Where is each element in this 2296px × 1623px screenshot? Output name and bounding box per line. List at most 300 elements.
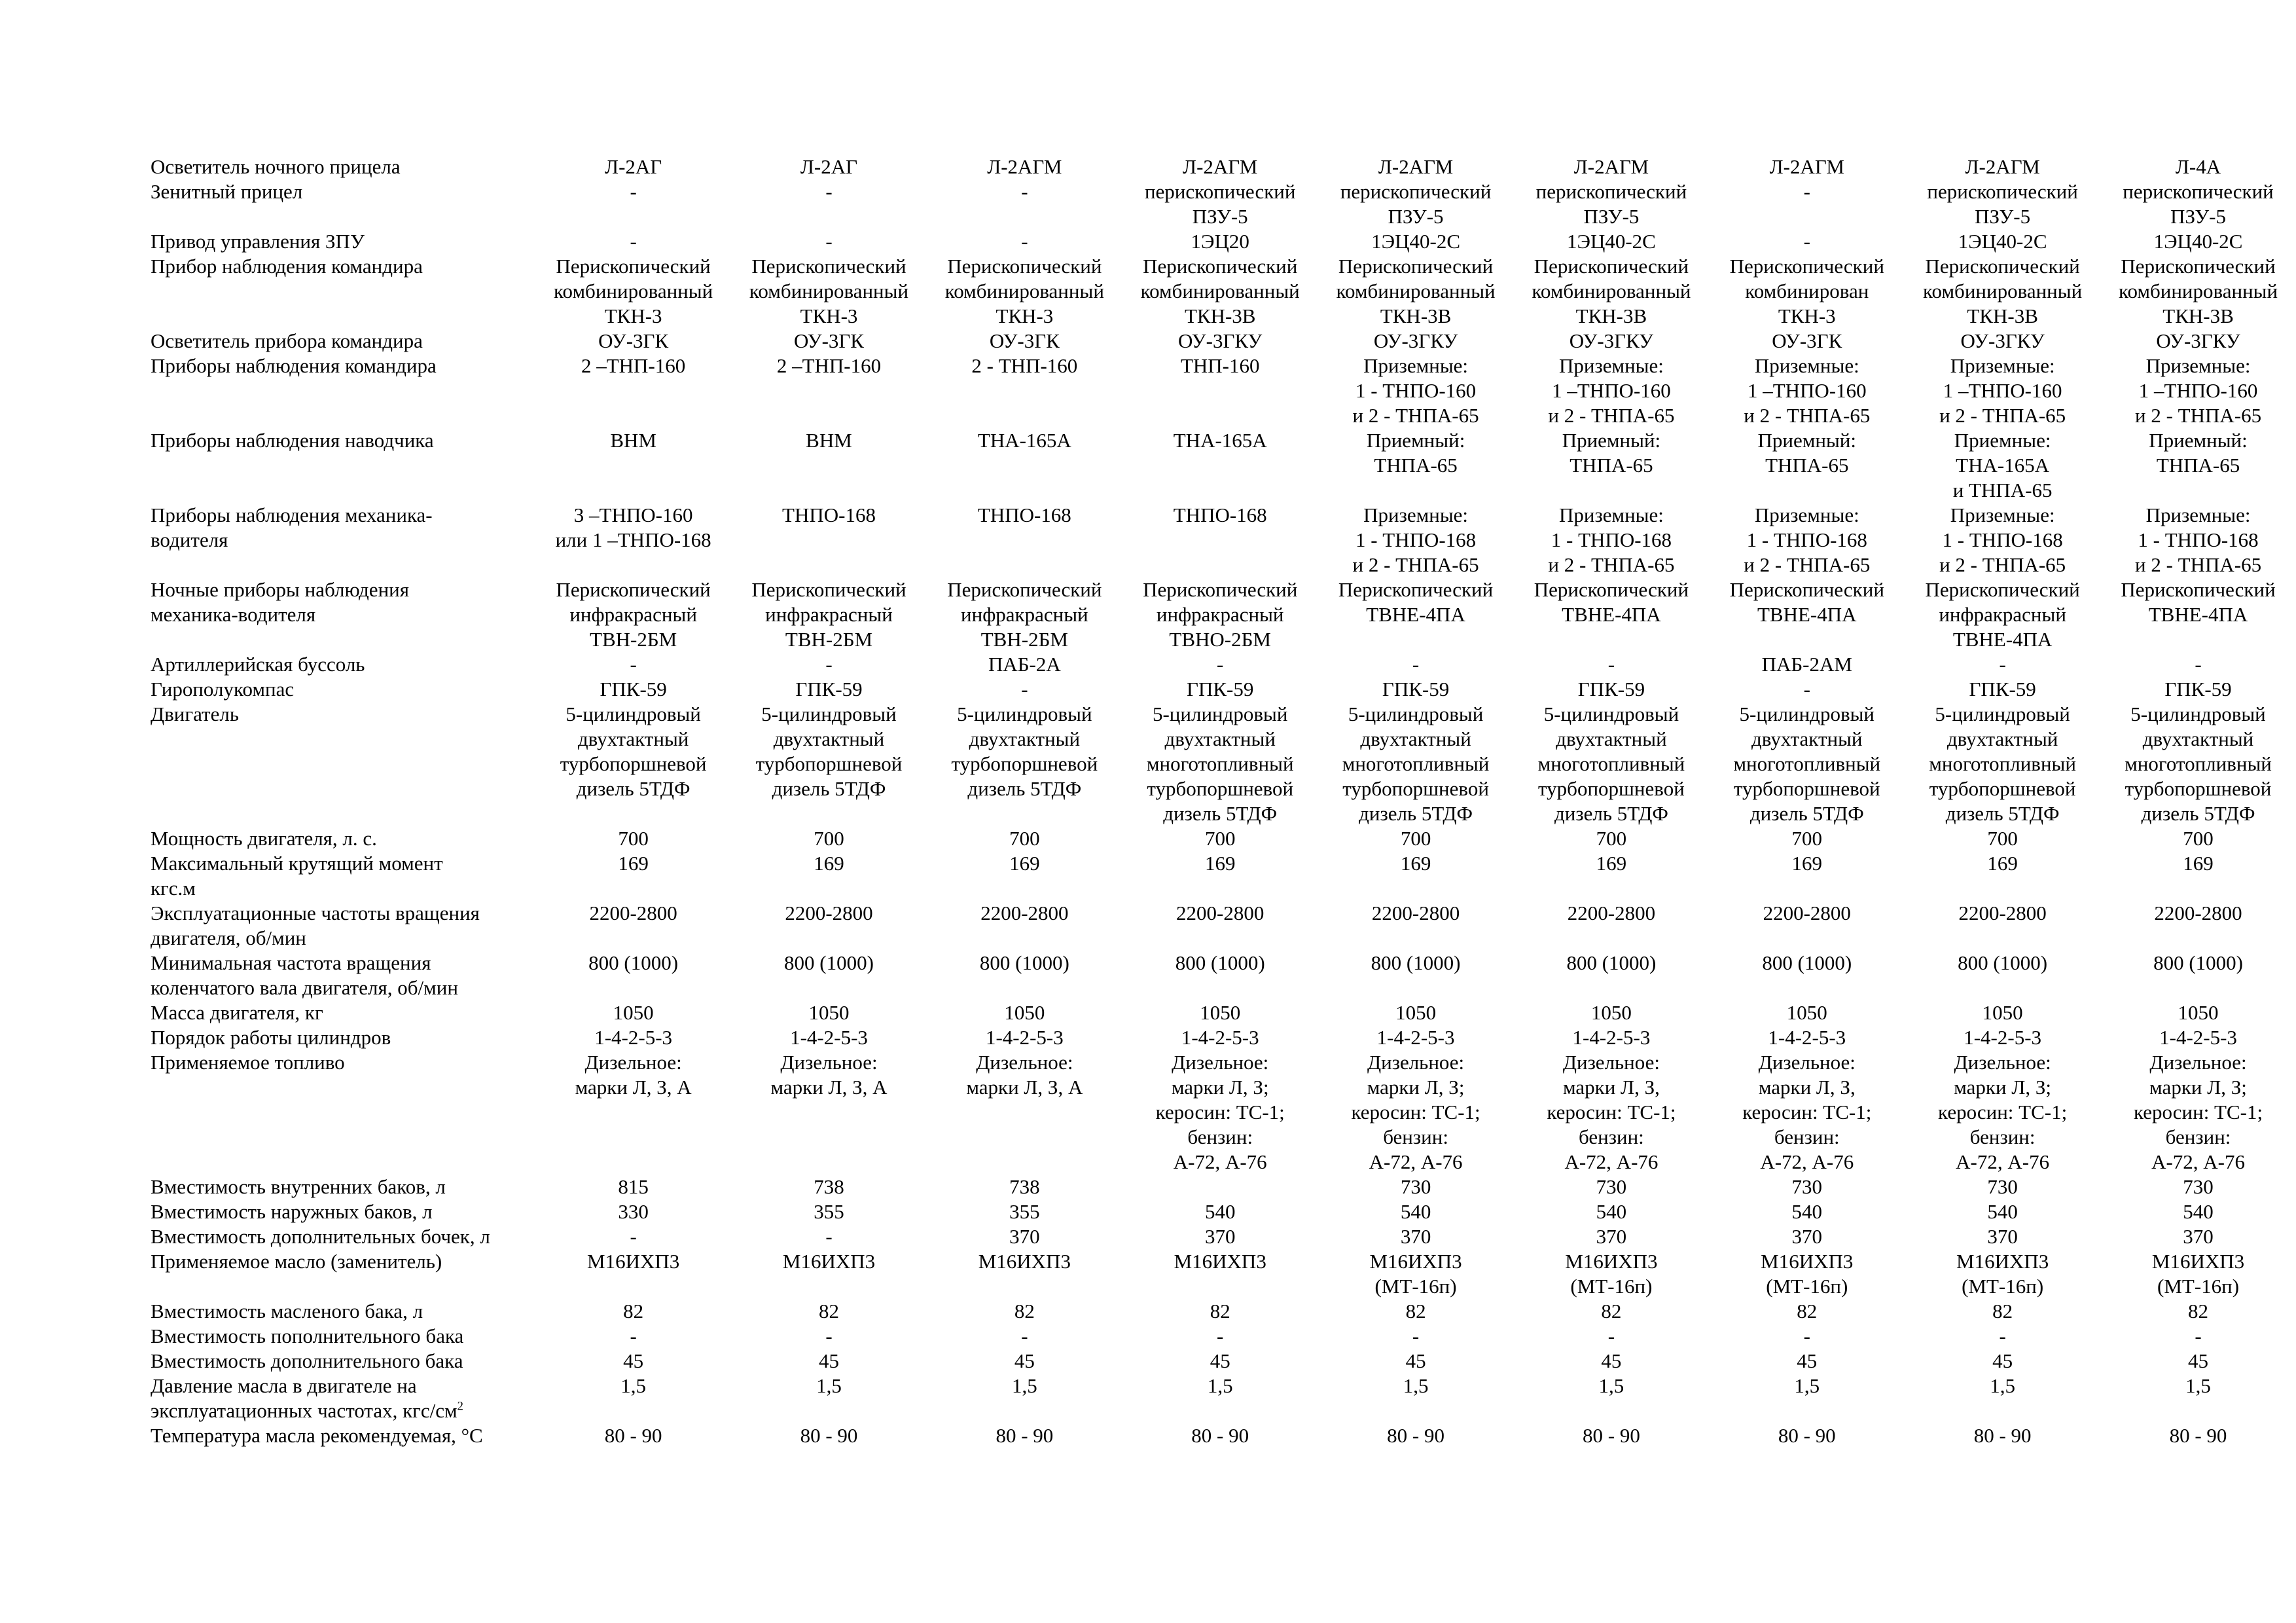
value-cell: 1-4-2-5-3 (1181, 1026, 1259, 1049)
parameter-label-text: Прибор наблюдения командира (151, 255, 423, 278)
value-cell: Перископический ТВНЕ-4ПА (1534, 578, 1689, 626)
value-cell: 730 (1400, 1175, 1431, 1198)
value-cell: 1,5 (1207, 1374, 1233, 1397)
table-row (151, 1175, 2296, 1199)
value-cell: ОУ-3ГКУ (2156, 329, 2240, 352)
parameter-label (151, 1324, 535, 1349)
value-cell: 169 (2183, 852, 2214, 875)
value-cell: 169 (1987, 852, 2018, 875)
value-cell: 1ЭЦ40-2С (1371, 230, 1460, 253)
value-cell: 169 (1596, 852, 1627, 875)
parameter-label (151, 577, 535, 652)
value-cell: ОУ-3ГКУ (1960, 329, 2045, 352)
parameter-label-text: Вместимость дополнительных бочек, л (151, 1225, 490, 1248)
value-cell: 2200-2800 (1176, 902, 1265, 924)
value-cell: ТНПО-168 (977, 503, 1071, 526)
value-cell: Перископический комбинированный ТКН-3 (944, 255, 1104, 327)
parameter-label-text: Приборы наблюдения командира (151, 354, 437, 377)
value-cell: Л-4А (2175, 155, 2221, 178)
value-cell: 730 (1791, 1175, 1823, 1198)
parameter-label-text: Зенитный прицел (151, 180, 303, 203)
parameter-label-text: Осветитель прибора командира (151, 329, 423, 352)
value-cell: ТНПО-168 (782, 503, 876, 526)
value-cell: 80 - 90 (1191, 1424, 1249, 1447)
value-cell: ПАБ-2А (988, 653, 1061, 676)
value-cell: М16ИХП3 (МТ-16п) (1565, 1250, 1658, 1298)
table-row (151, 577, 2296, 652)
table-row (151, 1423, 2296, 1448)
value-cell: 1,5 (620, 1374, 646, 1397)
value-cell: 700 (2183, 827, 2214, 850)
parameter-label-text: Вместимость масленого бака, л (151, 1300, 423, 1322)
value-cell: Перископический комбинированный ТКН-3 (749, 255, 909, 327)
value-cell: - (1803, 1324, 1810, 1347)
value-cell: 1-4-2-5-3 (1964, 1026, 2042, 1049)
value-cell: 800 (1000) (1762, 951, 1852, 974)
value-cell: Л-2АГМ (1183, 155, 1258, 178)
parameter-label (151, 1199, 535, 1224)
value-cell: Л-2АГМ (1769, 155, 1844, 178)
value-cell: Перископический комбинированный ТКН-3 (554, 255, 713, 327)
value-cell: 370 (1400, 1225, 1431, 1248)
value-cell: ГПК-59 (1577, 678, 1645, 701)
value-cell: 700 (618, 827, 649, 850)
parameter-label-text: Гирополукомпас (151, 678, 295, 701)
value-cell: 82 (623, 1300, 644, 1322)
value-cell: 1,5 (816, 1374, 842, 1397)
value-cell: 82 (1797, 1300, 1818, 1322)
value-cell: Дизельное: марки Л, З; керосин: ТС-1; бензин: А-72, А-76 (1155, 1051, 1285, 1173)
value-cell: 1050 (1200, 1001, 1241, 1024)
value-cell: 45 (1992, 1349, 2013, 1372)
value-cell: - (825, 180, 833, 203)
value-cell: 700 (1204, 827, 1236, 850)
value-cell: Приземные: 1 –ТНПО-160 и 2 - ТНПА-65 (1939, 354, 2066, 427)
value-cell: - (1412, 1324, 1420, 1347)
value-cell: 45 (1210, 1349, 1230, 1372)
value-cell: - (825, 653, 833, 676)
table-row (151, 1224, 2296, 1249)
value-cell: 45 (2188, 1349, 2209, 1372)
value-cell: 700 (1400, 827, 1431, 850)
value-cell: 330 (618, 1200, 649, 1223)
parameter-label-text: Приборы наблюдения наводчика (151, 429, 434, 452)
parameter-label-text: Вместимость внутренних баков, л (151, 1175, 446, 1198)
value-cell: ВНМ (610, 429, 656, 452)
value-cell: 5-цилиндровый двухтактный турбопоршневой дизель 5ТДФ (560, 702, 707, 800)
value-cell: ГПК-59 (1382, 678, 1450, 701)
value-cell: 730 (1987, 1175, 2018, 1198)
parameter-label-text: Привод управления ЗПУ (151, 230, 365, 253)
value-cell: Перископический инфракрасный ТВН-2БМ (947, 578, 1102, 651)
value-cell: Перископический ТВНЕ-4ПА (1338, 578, 1494, 626)
parameter-label (151, 1249, 535, 1299)
value-cell: Приземные: 1 –ТНПО-160 и 2 - ТНПА-65 (2134, 354, 2262, 427)
value-cell: 355 (1009, 1200, 1040, 1223)
value-cell: 5-цилиндровый двухтактный многотопливный турбопоршневой дизель 5ТДФ (1146, 702, 1294, 825)
value-cell: Перископический комбинированный ТКН-3В (1532, 255, 1691, 327)
value-cell: М16ИХП3 (782, 1250, 876, 1273)
value-cell: ГПК-59 (1187, 678, 1254, 701)
value-cell: 82 (2188, 1300, 2209, 1322)
value-cell: Приземные: 1 –ТНПО-160 и 2 - ТНПА-65 (1548, 354, 1675, 427)
value-cell: ТНПО-168 (1173, 503, 1267, 526)
value-cell: Дизельное: марки Л, З; керосин: ТС-1; бензин: А-72, А-76 (2133, 1051, 2263, 1173)
parameter-label (151, 1374, 535, 1423)
value-cell: ОУ-3ГК (1772, 329, 1842, 352)
table-row (151, 254, 2296, 329)
value-cell: Перископический комбинированный ТКН-3В (1336, 255, 1496, 327)
value-cell: Л-2АГМ (1573, 155, 1649, 178)
parameter-label-text: Мощность двигателя, л. с. (151, 827, 377, 850)
value-cell: ТНА-165А (977, 429, 1071, 452)
parameter-label (151, 503, 535, 577)
value-cell: 730 (2183, 1175, 2214, 1198)
value-cell: ОУ-3ГК (793, 329, 864, 352)
value-cell: 800 (1000) (1958, 951, 2048, 974)
value-cell: - (630, 180, 637, 203)
value-cell: ОУ-3ГКУ (1569, 329, 1654, 352)
value-cell: 700 (814, 827, 844, 850)
value-cell: 5-цилиндровый двухтактный турбопоршневой дизель 5ТДФ (951, 702, 1098, 800)
value-cell: 700 (1009, 827, 1040, 850)
parameter-label (151, 951, 535, 1000)
value-cell: Дизельное: марки Л, З, керосин: ТС-1; бензин: А-72, А-76 (1742, 1051, 1872, 1173)
value-cell: 5-цилиндровый двухтактный многотопливный турбопоршневой дизель 5ТДФ (1733, 702, 1881, 825)
value-cell: Перископический комбинированный ТКН-3В (1923, 255, 2083, 327)
value-cell: М16ИХП3 (МТ-16п) (1956, 1250, 2049, 1298)
table-row (151, 179, 2296, 229)
value-cell: М16ИХП3 (МТ-16п) (1761, 1250, 1854, 1298)
value-cell: 82 (1601, 1300, 1622, 1322)
value-cell: Приемный: ТНПА-65 (1366, 429, 1465, 477)
parameter-label (151, 851, 535, 901)
value-cell: 2 –ТНП-160 (581, 354, 686, 377)
value-cell: - (1607, 1324, 1615, 1347)
value-cell: 1050 (613, 1001, 654, 1024)
specification-table-body (151, 155, 2296, 1448)
parameter-label-text: Давление масла в двигателе на эксплуатационных частотах, кгс/см (151, 1374, 457, 1422)
parameter-label (151, 1000, 535, 1025)
value-cell: 5-цилиндровый двухтактный многотопливный турбопоршневой дизель 5ТДФ (1537, 702, 1685, 825)
value-cell: перископический ПЗУ-5 (1144, 180, 1296, 228)
value-cell: 1,5 (1598, 1374, 1624, 1397)
table-row (151, 1374, 2296, 1423)
parameter-label (151, 1349, 535, 1374)
value-cell: 2 –ТНП-160 (776, 354, 882, 377)
value-cell: 1,5 (1403, 1374, 1429, 1397)
value-cell: перископический ПЗУ-5 (1535, 180, 1687, 228)
parameter-label (151, 428, 535, 503)
value-cell: 1,5 (1990, 1374, 2015, 1397)
value-cell: - (630, 653, 637, 676)
value-cell: 1-4-2-5-3 (790, 1026, 868, 1049)
table-row (151, 1249, 2296, 1299)
value-cell: Перископический ТВНЕ-4ПА (2121, 578, 2276, 626)
value-cell: 1-4-2-5-3 (1376, 1026, 1455, 1049)
value-cell: Перископический инфракрасный ТВН-2БМ (556, 578, 711, 651)
value-cell: 1050 (808, 1001, 850, 1024)
parameter-label-text: Приборы наблюдения механика- водителя (151, 503, 433, 551)
value-cell: 80 - 90 (800, 1424, 858, 1447)
table-row (151, 851, 2296, 901)
value-cell: 1050 (1982, 1001, 2023, 1024)
value-cell: - (1021, 678, 1028, 701)
value-cell: ОУ-3ГК (598, 329, 669, 352)
value-cell: Приемные: ТНА-165А и ТНПА-65 (1952, 429, 2053, 501)
value-cell: - (630, 230, 637, 253)
value-cell: Перископический инфракрасный ТВНЕ-4ПА (1925, 578, 2080, 651)
value-cell: 738 (814, 1175, 844, 1198)
parameter-label-text: Применяемое масло (заменитель) (151, 1250, 442, 1273)
value-cell: Приемный: ТНПА-65 (1562, 429, 1661, 477)
parameter-label-text: Максимальный крутящий момент кгс.м (151, 852, 443, 900)
value-cell: 800 (1000) (1175, 951, 1265, 974)
table-row (151, 1025, 2296, 1050)
value-cell: М16ИХП3 (МТ-16п) (1369, 1250, 1462, 1298)
value-cell: 82 (1014, 1300, 1035, 1322)
table-row (151, 826, 2296, 851)
parameter-label (151, 354, 535, 428)
table-row (151, 1349, 2296, 1374)
value-cell: 800 (1000) (784, 951, 874, 974)
value-cell: 2200-2800 (1371, 902, 1460, 924)
value-cell: 82 (818, 1300, 839, 1322)
value-cell: 800 (1000) (1371, 951, 1461, 974)
value-cell: ГПК-59 (600, 678, 667, 701)
value-cell: ТНА-165А (1173, 429, 1267, 452)
parameter-label-text: Артиллерийская буссоль (151, 653, 365, 676)
value-cell: 82 (1210, 1300, 1230, 1322)
parameter-label-text: Вместимость пополнительного бака (151, 1324, 464, 1347)
parameter-label-text: Ночные приборы наблюдения механика-водителя (151, 578, 410, 626)
table-row (151, 1050, 2296, 1175)
value-cell: М16ИХП3 (587, 1250, 680, 1273)
table-row (151, 702, 2296, 826)
value-cell: ОУ-3ГКУ (1178, 329, 1263, 352)
value-cell: Приемный: ТНПА-65 (1757, 429, 1857, 477)
value-cell: М16ИХП3 (978, 1250, 1071, 1273)
value-cell: - (1217, 653, 1224, 676)
value-cell: 45 (1797, 1349, 1818, 1372)
value-cell: 3 –ТНПО-160 или 1 –ТНПО-168 (555, 503, 711, 551)
value-cell: 2 - ТНП-160 (971, 354, 1078, 377)
value-cell: 5-цилиндровый двухтактный многотопливный турбопоршневой дизель 5ТДФ (2125, 702, 2272, 825)
value-cell: 45 (1405, 1349, 1426, 1372)
value-cell: - (630, 1225, 637, 1248)
table-row (151, 354, 2296, 428)
value-cell: Приземные: 1 - ТНПО-168 и 2 - ТНПА-65 (1744, 503, 1871, 576)
value-cell: ОУ-3ГК (989, 329, 1060, 352)
value-cell: 540 (1596, 1200, 1627, 1223)
value-cell: Перископический ТВНЕ-4ПА (1729, 578, 1884, 626)
parameter-label-text: Эксплуатационные частоты вращения двигателя, об/мин (151, 902, 480, 949)
value-cell: 1-4-2-5-3 (594, 1026, 673, 1049)
value-cell: перископический ПЗУ-5 (1340, 180, 1492, 228)
value-cell: 1,5 (1011, 1374, 1037, 1397)
value-cell: 800 (1000) (2153, 951, 2243, 974)
parameter-label-text: Температура масла рекомендуемая, °С (151, 1424, 483, 1447)
table-row (151, 1299, 2296, 1324)
value-cell: - (1803, 678, 1810, 701)
value-cell: Дизельное: марки Л, З; керосин: ТС-1; бензин: А-72, А-76 (1938, 1051, 2068, 1173)
value-cell: Дизельное: марки Л, З, А (966, 1051, 1083, 1099)
value-cell: 45 (1014, 1349, 1035, 1372)
value-cell: - (1803, 180, 1810, 203)
unit-superscript: 2 (457, 1399, 463, 1413)
table-row (151, 229, 2296, 254)
value-cell: перископический ПЗУ-5 (1927, 180, 2078, 228)
value-cell: 815 (618, 1175, 649, 1198)
table-row (151, 677, 2296, 702)
value-cell: - (825, 230, 833, 253)
table-row (151, 652, 2296, 677)
parameter-label-text: Двигатель (151, 702, 239, 725)
value-cell: 45 (1601, 1349, 1622, 1372)
value-cell: 80 - 90 (2169, 1424, 2227, 1447)
value-cell: 2200-2800 (2154, 902, 2242, 924)
value-cell: 1ЭЦ40-2С (1958, 230, 2047, 253)
value-cell: 800 (1000) (588, 951, 679, 974)
parameter-label (151, 155, 535, 179)
value-cell: Приземные: 1 - ТНПО-168 и 2 - ТНПА-65 (2134, 503, 2262, 576)
value-cell: 169 (1204, 852, 1236, 875)
value-cell: ГПК-59 (1969, 678, 2036, 701)
parameter-label (151, 329, 535, 354)
value-cell: Перископический инфракрасный ТВН-2БМ (751, 578, 906, 651)
value-cell: 1ЭЦ40-2С (1567, 230, 1656, 253)
value-cell: 540 (1791, 1200, 1823, 1223)
parameter-label (151, 179, 535, 229)
value-cell: ГПК-59 (795, 678, 863, 701)
value-cell: - (1021, 1324, 1028, 1347)
table-row (151, 1324, 2296, 1349)
value-cell: 80 - 90 (1973, 1424, 2032, 1447)
value-cell: 370 (1987, 1225, 2018, 1248)
value-cell: Перископический инфракрасный ТВНО-2БМ (1143, 578, 1298, 651)
value-cell: 82 (1992, 1300, 2013, 1322)
value-cell: 1-4-2-5-3 (985, 1026, 1064, 1049)
value-cell: Дизельное: марки Л, З, керосин: ТС-1; бензин: А-72, А-76 (1547, 1051, 1676, 1173)
value-cell: 1050 (1590, 1001, 1632, 1024)
value-cell: 700 (1987, 827, 2018, 850)
value-cell: 370 (2183, 1225, 2214, 1248)
value-cell: 370 (1791, 1225, 1823, 1248)
value-cell: ГПК-59 (2164, 678, 2232, 701)
value-cell: - (630, 1324, 637, 1347)
value-cell: 2200-2800 (785, 902, 873, 924)
value-cell: 540 (1400, 1200, 1431, 1223)
parameter-label (151, 826, 535, 851)
specification-table (151, 155, 2296, 1448)
value-cell: - (2195, 1324, 2202, 1347)
value-cell: - (1217, 1324, 1224, 1347)
value-cell: 2200-2800 (1763, 902, 1851, 924)
value-cell: Приземные: 1 –ТНПО-160 и 2 - ТНПА-65 (1744, 354, 1871, 427)
value-cell: - (1607, 653, 1615, 676)
table-row (151, 329, 2296, 354)
value-cell: - (1999, 653, 2006, 676)
value-cell: 540 (2183, 1200, 2214, 1223)
value-cell: 540 (1204, 1200, 1236, 1223)
parameter-label (151, 1423, 535, 1448)
value-cell: 800 (1000) (1566, 951, 1657, 974)
value-cell: 738 (1009, 1175, 1040, 1198)
parameter-label-text: Вместимость наружных баков, л (151, 1200, 433, 1223)
value-cell: 700 (1596, 827, 1627, 850)
parameter-label (151, 1224, 535, 1249)
value-cell: 2200-2800 (980, 902, 1069, 924)
value-cell: 169 (618, 852, 649, 875)
value-cell: 355 (814, 1200, 844, 1223)
value-cell: ТНП-160 (1180, 354, 1260, 377)
value-cell: Приземные: 1 - ТНПО-160 и 2 - ТНПА-65 (1352, 354, 1479, 427)
value-cell: 800 (1000) (979, 951, 1069, 974)
table-row (151, 1199, 2296, 1224)
value-cell: - (825, 1225, 833, 1248)
value-cell: Приземные: 1 - ТНПО-168 и 2 - ТНПА-65 (1548, 503, 1675, 576)
parameter-label (151, 677, 535, 702)
value-cell: 1-4-2-5-3 (1572, 1026, 1651, 1049)
value-cell: 1-4-2-5-3 (2159, 1026, 2237, 1049)
parameter-label (151, 702, 535, 826)
parameter-label (151, 1025, 535, 1050)
parameter-label (151, 1299, 535, 1324)
value-cell: ОУ-3ГКУ (1373, 329, 1458, 352)
value-cell: 1-4-2-5-3 (1768, 1026, 1846, 1049)
parameter-label-text: Порядок работы цилиндров (151, 1026, 391, 1049)
value-cell: 370 (1009, 1225, 1040, 1248)
value-cell: Приемный: ТНПА-65 (2149, 429, 2248, 477)
table-row (151, 155, 2296, 179)
parameter-label-text: Вместимость дополнительного бака (151, 1349, 463, 1372)
value-cell: 1ЭЦ40-2С (2153, 230, 2243, 253)
value-cell: 2200-2800 (589, 902, 677, 924)
table-row (151, 901, 2296, 951)
table-row (151, 503, 2296, 577)
value-cell: 169 (1009, 852, 1040, 875)
value-cell: - (1021, 230, 1028, 253)
value-cell: 169 (814, 852, 844, 875)
value-cell: Л-2АГМ (1965, 155, 2040, 178)
value-cell: 5-цилиндровый двухтактный многотопливный турбопоршневой дизель 5ТДФ (1342, 702, 1490, 825)
value-cell: Перископический комбинирован ТКН-3 (1729, 255, 1884, 327)
value-cell: 1,5 (1794, 1374, 1820, 1397)
value-cell: 370 (1204, 1225, 1236, 1248)
parameter-label-text: Осветитель ночного прицела (151, 155, 401, 178)
value-cell: Перископический комбинированный ТКН-3В (1140, 255, 1300, 327)
value-cell: 45 (818, 1349, 839, 1372)
parameter-label-text: Масса двигателя, кг (151, 1001, 323, 1024)
parameter-label-text: Применяемое топливо (151, 1051, 345, 1074)
value-cell: - (825, 1324, 833, 1347)
value-cell: Дизельное: марки Л, З, А (770, 1051, 888, 1099)
value-cell: Л-2АГ (800, 155, 858, 178)
value-cell: ПАБ-2АМ (1761, 653, 1852, 676)
value-cell: Приземные: 1 - ТНПО-168 и 2 - ТНПА-65 (1352, 503, 1479, 576)
value-cell: 5-цилиндровый двухтактный турбопоршневой дизель 5ТДФ (755, 702, 903, 800)
parameter-label (151, 901, 535, 951)
parameter-label (151, 254, 535, 329)
parameter-label (151, 1175, 535, 1199)
value-cell: - (1412, 653, 1420, 676)
value-cell: 5-цилиндровый двухтактный многотопливный турбопоршневой дизель 5ТДФ (1929, 702, 2076, 825)
parameter-label (151, 652, 535, 677)
value-cell: - (2195, 653, 2202, 676)
value-cell: - (1803, 230, 1810, 253)
value-cell: 169 (1791, 852, 1823, 875)
value-cell: 80 - 90 (1778, 1424, 1836, 1447)
